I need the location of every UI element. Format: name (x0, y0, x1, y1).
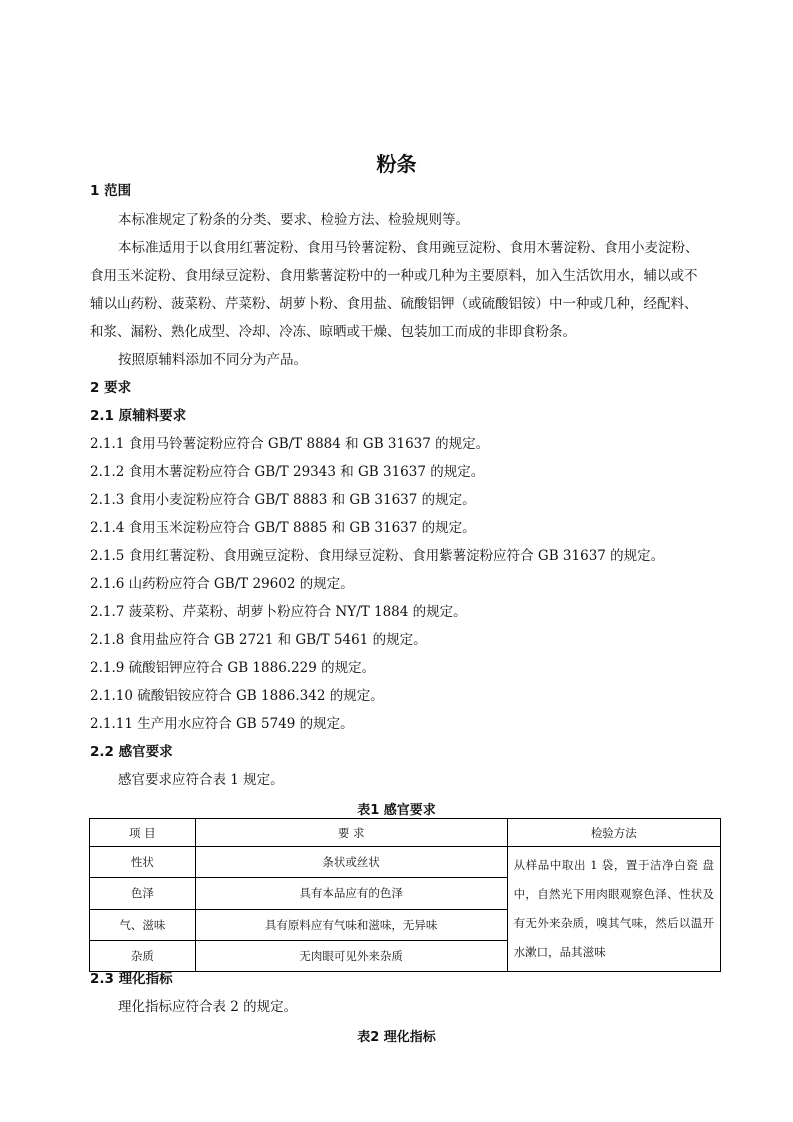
header-requirement: 要 求 (195, 819, 507, 847)
row-item: 性状 (90, 847, 196, 878)
table-header-row (90, 819, 721, 847)
scope-paragraph-2-line-4: 和浆、漏粉、熟化成型、冷却、冷冻、晾晒或干燥、包装加工而成的非即食粉条。 (90, 324, 576, 340)
requirement-item: 2.1.4 食用玉米淀粉应符合 GB/T 8885 和 GB 31637 的规定。 (90, 520, 476, 536)
section-2-2-heading: 2.2 感官要求 (90, 744, 173, 760)
row-requirement: 具有原料应有气味和滋味，无异味 (195, 909, 507, 940)
requirement-item: 2.1.5 食用红薯淀粉、食用豌豆淀粉、食用绿豆淀粉、食用紫薯淀粉应符合 GB 31637 的规定。 (90, 548, 665, 564)
inspection-method: 从样品中取出 1 袋，置于洁净白瓷 盘中，自然光下用肉眼观察色泽、性状及有无外来杂质，嗅其气味，然后以温开水漱口，品其滋味 (507, 847, 720, 972)
scope-paragraph-3: 按照原辅料添加不同分为产品。 (118, 352, 307, 368)
header-item: 项 目 (90, 819, 196, 847)
requirement-item: 2.1.10 硫酸铝铵应符合 GB 1886.342 的规定。 (90, 688, 384, 704)
table-2-caption: 表2 理化指标 (357, 1030, 436, 1045)
section-1-heading: 1 范围 (90, 183, 132, 199)
sensory-table (89, 818, 721, 972)
scope-paragraph-1: 本标准规定了粉条的分类、要求、检验方法、检验规则等。 (118, 212, 469, 228)
requirement-item: 2.1.7 菠菜粉、芹菜粉、胡萝卜粉应符合 NY/T 1884 的规定。 (90, 604, 467, 620)
requirement-item: 2.1.1 食用马铃薯淀粉应符合 GB/T 8884 和 GB 31637 的规定。 (90, 436, 490, 452)
row-item: 杂质 (90, 940, 196, 971)
section-2-1-heading: 2.1 原辅料要求 (90, 408, 187, 424)
table-row (90, 847, 721, 878)
section-2-3-heading: 2.3 理化指标 (90, 971, 173, 987)
row-requirement: 具有本品应有的色泽 (195, 878, 507, 909)
row-requirement: 无肉眼可见外来杂质 (195, 940, 507, 971)
page-title: 粉条 (376, 152, 417, 176)
requirement-item: 2.1.3 食用小麦淀粉应符合 GB/T 8883 和 GB 31637 的规定。 (90, 492, 476, 508)
requirement-item: 2.1.8 食用盐应符合 GB 2721 和 GB/T 5461 的规定。 (90, 632, 427, 648)
scope-paragraph-2-line-2: 食用玉米淀粉、食用绿豆淀粉、食用紫薯淀粉中的一种或几种为主要原料，加入生活饮用水，辅以或不 (90, 268, 698, 284)
physicochemical-text: 理化指标应符合表 2 的规定。 (118, 999, 298, 1015)
requirement-item: 2.1.2 食用木薯淀粉应符合 GB/T 29343 和 GB 31637 的规定。 (90, 464, 485, 480)
sensory-text: 感官要求应符合表 1 规定。 (118, 772, 284, 788)
scope-paragraph-2-line-1: 本标准适用于以食用红薯淀粉、食用马铃薯淀粉、食用豌豆淀粉、食用木薯淀粉、食用小麦淀粉、 (118, 240, 699, 256)
requirement-item: 2.1.9 硫酸铝钾应符合 GB 1886.229 的规定。 (90, 660, 376, 676)
section-2-heading: 2 要求 (90, 380, 132, 396)
requirement-item: 2.1.11 生产用水应符合 GB 5749 的规定。 (90, 716, 354, 732)
requirement-item: 2.1.6 山药粉应符合 GB/T 29602 的规定。 (90, 576, 354, 592)
row-item: 色泽 (90, 878, 196, 909)
table-1-caption: 表1 感官要求 (357, 803, 436, 818)
header-method: 检验方法 (507, 819, 720, 847)
row-requirement: 条状或丝状 (195, 847, 507, 878)
row-item: 气、滋味 (90, 909, 196, 940)
scope-paragraph-2-line-3: 辅以山药粉、菠菜粉、芹菜粉、胡萝卜粉、食用盐、硫酸铝钾（或硫酸铝铵）中一种或几种，经配料、 (90, 296, 698, 312)
